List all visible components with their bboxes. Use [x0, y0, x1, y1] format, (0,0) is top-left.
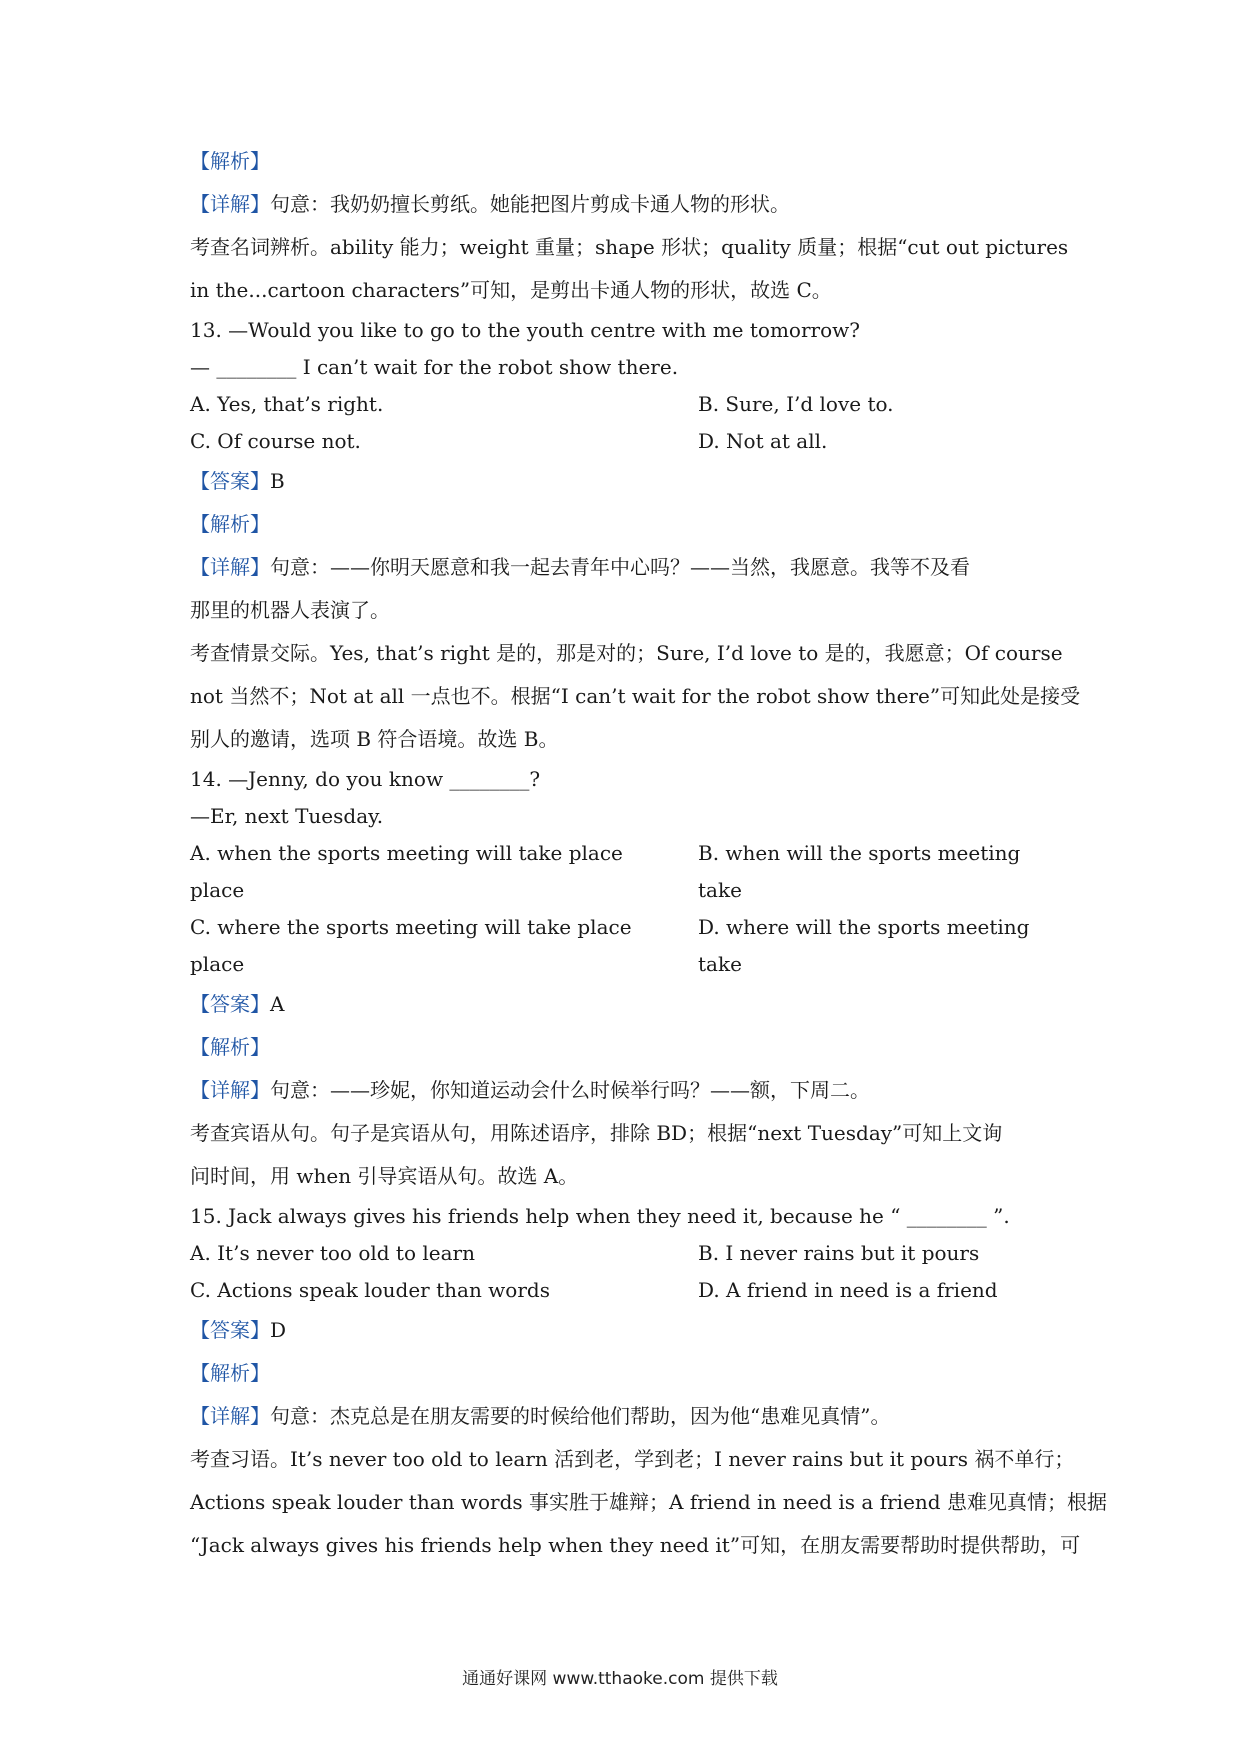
analysis-label: 【解析】	[190, 149, 270, 173]
explain-line: 考查情景交际。Yes, that’s right 是的，那是对的；Sure, I’d love to 是的，我愿意；Of course	[190, 641, 1063, 665]
answer-value: B	[270, 469, 285, 493]
analysis-label: 【解析】	[190, 1035, 270, 1059]
question-13: 13. —Would you like to go to the youth centre with me tomorrow?	[190, 318, 860, 342]
options-row	[190, 835, 1060, 902]
answer-label: 【答案】	[190, 1318, 270, 1342]
explain-line: 考查宾语从句。句子是宾语从句，用陈述语序，排除 BD；根据“next Tuesday”可知上文询	[190, 1121, 1003, 1145]
option-c: C. Of course not.	[190, 429, 361, 453]
explain-line: 问时间，用 when 引导宾语从句。故选 A。	[190, 1164, 579, 1188]
answer-line	[190, 1309, 1060, 1352]
detail-text: 句意：——珍妮，你知道运动会什么时候举行吗？——额，下周二。	[270, 1078, 870, 1102]
page-footer: 通通好课网 www.tthaoke.com 提供下载	[462, 1669, 778, 1689]
answer-value: D	[270, 1318, 287, 1342]
explain-line: Actions speak louder than words 事实胜于雄辩；A friend in need is a friend 患难见真情；根据	[190, 1490, 1107, 1514]
option-a: A. It’s never too old to learn	[190, 1241, 475, 1265]
answer-line	[190, 460, 1060, 503]
explain-line: 考查习语。It’s never too old to learn 活到老，学到老；I never rains but it pours 祸不单行；	[190, 1447, 1075, 1471]
question-13-reply: — ________ I can’t wait for the robot show there.	[190, 355, 679, 379]
option-d: D. where will the sports meeting take	[698, 915, 1030, 976]
detail-text: 句意：——你明天愿意和我一起去青年中心吗？——当然，我愿意。我等不及看	[270, 555, 970, 579]
explain-line: 考查名词辨析。ability 能力；weight 重量；shape 形状；quality 质量；根据“cut out pictures	[190, 235, 1069, 259]
answer-value: A	[270, 992, 285, 1016]
option-a: A. Yes, that’s right.	[190, 392, 384, 416]
detail-label: 【详解】	[190, 1078, 270, 1102]
option-b-wrap: place	[190, 878, 245, 902]
detail-label: 【详解】	[190, 192, 270, 216]
question-14-reply: —Er, next Tuesday.	[190, 804, 384, 828]
options-row	[190, 1235, 1060, 1272]
detail-line	[190, 183, 1060, 226]
option-c: C. Actions speak louder than words	[190, 1278, 550, 1302]
option-d-wrap: place	[190, 952, 245, 976]
question-15: 15. Jack always gives his friends help when they need it, because he “ ________ ”.	[190, 1204, 1010, 1228]
question-14: 14. —Jenny, do you know ________?	[190, 767, 541, 791]
detail-line	[190, 1069, 1060, 1112]
detail-label: 【详解】	[190, 1404, 270, 1428]
explain-line: not 当然不；Not at all 一点也不。根据“I can’t wait for the robot show there”可知此处是接受	[190, 684, 1081, 708]
options-row	[190, 909, 1060, 976]
detail-line: 那里的机器人表演了。	[190, 598, 390, 622]
detail-line	[190, 546, 1060, 589]
analysis-label: 【解析】	[190, 512, 270, 536]
options-row	[190, 423, 1060, 460]
detail-line	[190, 1395, 1060, 1438]
option-b: B. when will the sports meeting take	[698, 841, 1021, 902]
answer-label: 【答案】	[190, 469, 270, 493]
answer-line	[190, 983, 1060, 1026]
explain-line: in the...cartoon characters”可知，是剪出卡通人物的形状，故选 C。	[190, 278, 832, 302]
detail-label: 【详解】	[190, 555, 270, 579]
explain-line: 别人的邀请，选项 B 符合语境。故选 B。	[190, 727, 559, 751]
option-b: B. I never rains but it pours	[698, 1241, 980, 1265]
document-page	[190, 140, 1107, 1567]
analysis-label: 【解析】	[190, 1361, 270, 1385]
detail-text: 句意：我奶奶擅长剪纸。她能把图片剪成卡通人物的形状。	[270, 192, 790, 216]
detail-text: 句意：杰克总是在朋友需要的时候给他们帮助，因为他“患难见真情”。	[270, 1404, 891, 1428]
options-row	[190, 386, 1060, 423]
option-d: D. A friend in need is a friend	[698, 1278, 998, 1302]
option-a: A. when the sports meeting will take place	[190, 841, 623, 865]
option-c: C. where the sports meeting will take place	[190, 915, 632, 939]
option-b: B. Sure, I’d love to.	[698, 392, 894, 416]
explain-line: “Jack always gives his friends help when they need it”可知，在朋友需要帮助时提供帮助，可	[190, 1533, 1081, 1557]
answer-label: 【答案】	[190, 992, 270, 1016]
option-d: D. Not at all.	[698, 429, 828, 453]
options-row	[190, 1272, 1060, 1309]
